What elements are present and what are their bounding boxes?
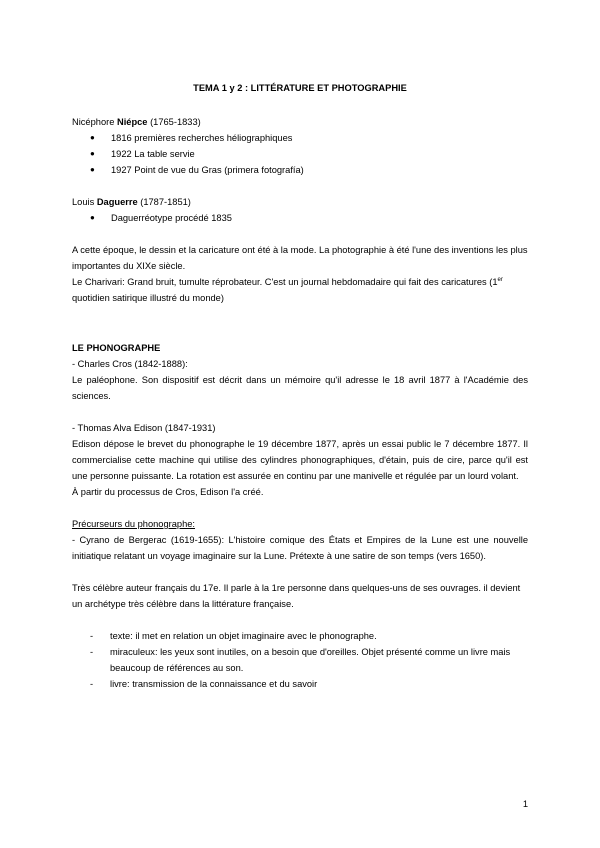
precurseurs-heading: Précurseurs du phonographe: [72, 519, 196, 529]
niepce-last-name: Niépce [116, 117, 148, 127]
daguerre-section [72, 194, 528, 226]
phonographe-heading: LE PHONOGRAPHE [72, 343, 161, 353]
niepce-heading [72, 114, 528, 130]
page-title: TEMA 1 y 2 : LITTÉRATURE ET PHOTOGRAPHIE [193, 83, 407, 93]
charivari-superscript: er [497, 276, 503, 283]
list-item: ● Daguerréotype procédé 1835 [90, 210, 528, 226]
phonographe-section [72, 340, 528, 500]
daguerre-last-name: Daguerre [96, 197, 138, 207]
document-page [72, 80, 528, 692]
intro-paragraph: A cette époque, le dessin et la caricature ont été à la mode. La photographie à été l'une des inventions les plus importantes du XIXe siècle. [72, 245, 528, 271]
edison-note: À partir du processus de Cros, Edison l'a créé. [72, 487, 264, 497]
edison-paragraph: Edison dépose le brevet du phonographe le 19 décembre 1877, après un essai public le 7 décembre 1877. Il commercialise cette machine qui utilise des cylindres phonographiques, d'étain, puis de cire, parce qu'il est une personne puissante. La rotation est assurée en continu par une manivelle et régulée par un lourd volant. [72, 439, 528, 481]
list-item: - miraculeux: les yeux sont inutiles, on a besoin que d'oreilles. Objet présenté comme un livre mais beaucoup de références au son. [90, 644, 528, 676]
cros-paragraph: Le paléophone. Son dispositif est décrit dans un mémoire qu'il adresse le 18 avril 1877 à l'Académie des sciences. [72, 375, 528, 401]
list-item: ● 1922 La table servie [90, 146, 528, 162]
charivari-text: Le Charivari: Grand bruit, tumulte réprobateur. C'est un journal hebdomadaire qui fait des caricatures (1 [72, 277, 498, 287]
precurseurs-list [72, 628, 528, 692]
charivari-text-end: quotidien satirique illustré du monde) [72, 293, 224, 303]
intro-section [72, 242, 528, 306]
niepce-section [72, 114, 528, 178]
niepce-first-name: Nicéphore [72, 117, 115, 127]
list-item: - texte: il met en relation un objet imaginaire avec le phonographe. [90, 628, 528, 644]
niepce-list [72, 130, 528, 178]
daguerre-list [72, 210, 528, 226]
charivari-paragraph [72, 274, 528, 306]
list-item: ● 1816 premières recherches héliographiques [90, 130, 528, 146]
auteur-paragraph: Très célèbre auteur français du 17e. Il parle à la 1re personne dans quelques-uns de ses ouvrages. il devient un archétype très célèbre dans la littérature française. [72, 583, 521, 609]
page-number: 1 [522, 799, 528, 809]
cros-heading: - Charles Cros (1842-1888): [72, 359, 188, 369]
edison-heading: - Thomas Alva Edison (1847-1931) [72, 423, 216, 433]
cyrano-paragraph: - Cyrano de Bergerac (1619-1655): L'histoire comique des États et Empires de la Lune est une nouvelle initiatique relatant un voyage imaginaire sur la Lune. Prétexte à une satire de son temps (vers 1650). [72, 535, 528, 561]
daguerre-dates: (1787-1851) [140, 197, 191, 207]
daguerre-heading [72, 194, 528, 210]
niepce-dates: (1765-1833) [150, 117, 201, 127]
list-item: - livre: transmission de la connaissance et du savoir [90, 676, 528, 692]
list-item: ● 1927 Point de vue du Gras (primera fotografía) [90, 162, 528, 178]
precurseurs-section [72, 516, 528, 692]
daguerre-first-name: Louis [72, 197, 95, 207]
